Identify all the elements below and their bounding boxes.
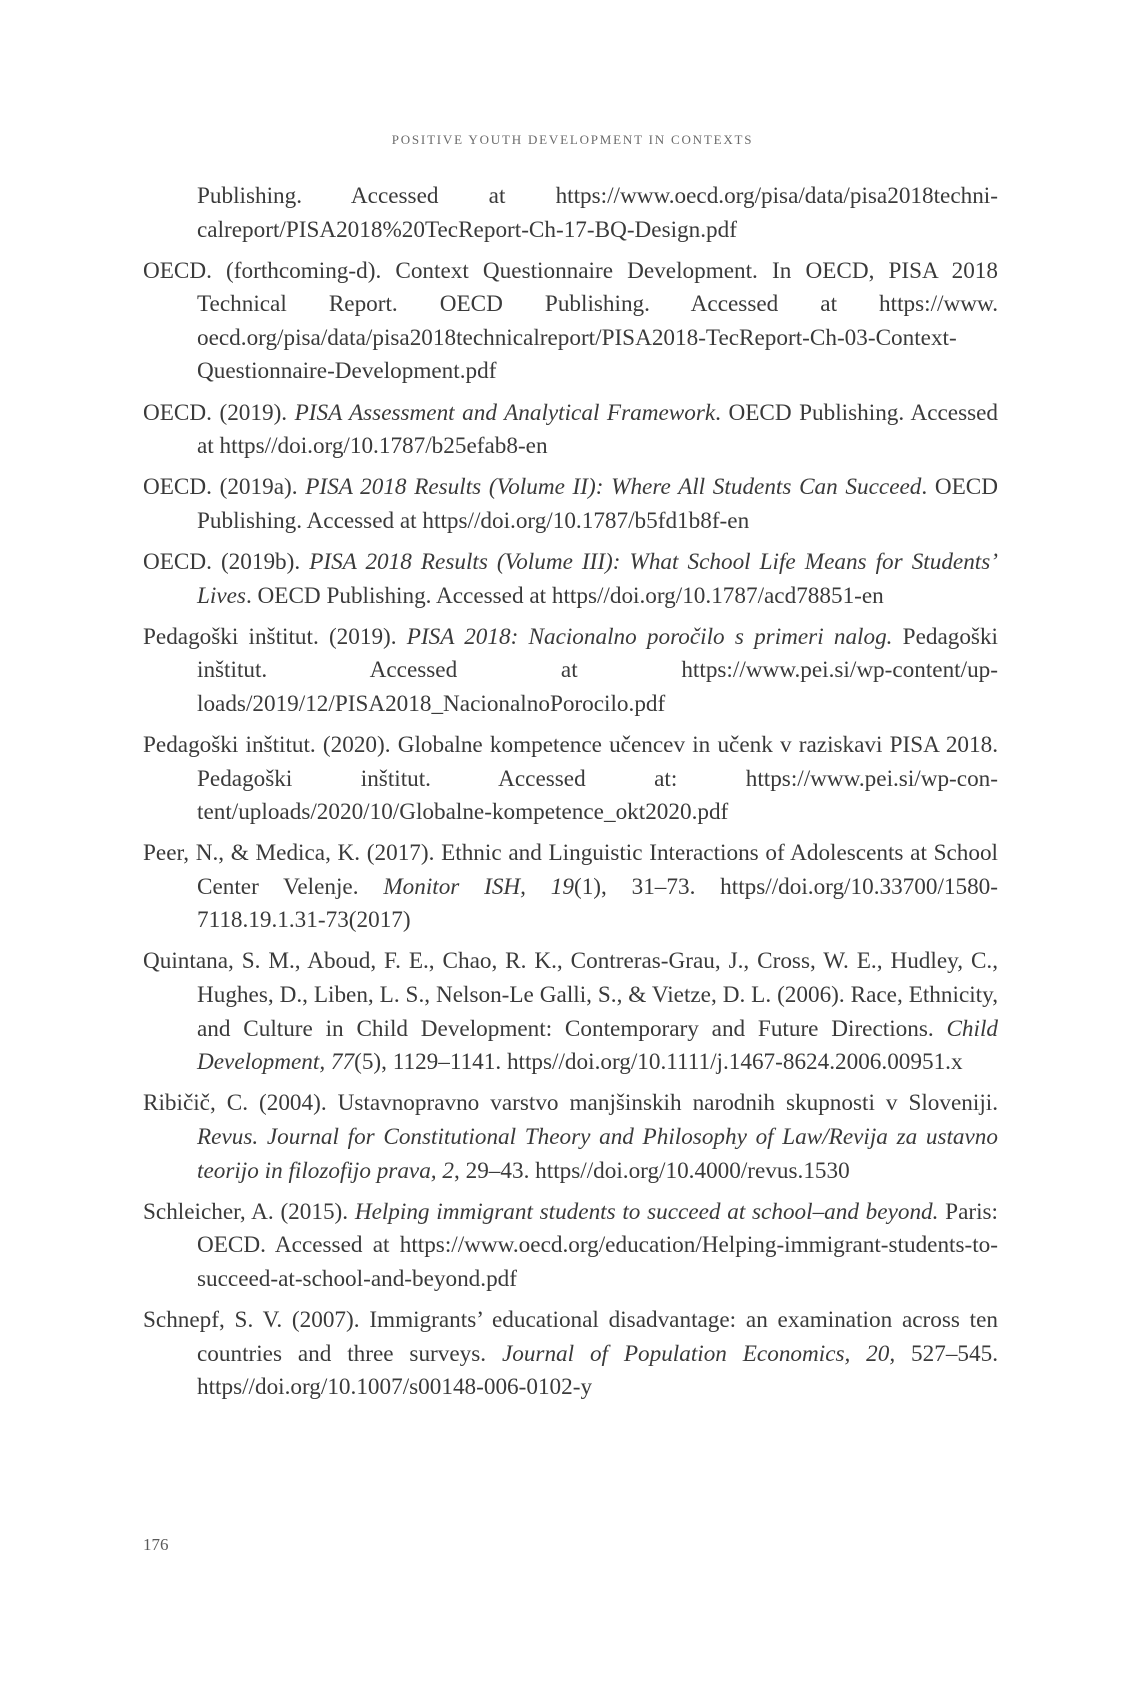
reference-title: Revus. Journal for Constitutional Theory and Philosophy of Law/Revija za ustavno teorijo in filozofijo prava, 2 (197, 1123, 998, 1184)
reference-entry (143, 255, 998, 389)
reference-entry (143, 1304, 998, 1405)
reference-text: . OECD Publishing. Accessed at https//doi.org/10.1787/b5fd1b8f-en (197, 474, 998, 534)
reference-entry (143, 1196, 998, 1297)
reference-entry (143, 621, 998, 722)
page-number: 176 (143, 1535, 169, 1554)
reference-text: Pedagoški inštitut. (2020). Globalne kompetence učencev in učenk v raziskavi PISA 2018. Pedagoški inštitut. Accessed at: https://www.pei.si/wp-content/uploads/2020/10/Globalne-kompetence_okt2020.pdf (143, 731, 998, 826)
reference-list (143, 180, 998, 1412)
reference-title: PISA 2018 Results (Volume II): Where All Students Can Succeed (305, 474, 922, 501)
reference-entry (143, 1087, 998, 1188)
reference-text: OECD. (2019). (143, 399, 295, 426)
reference-text: Pedagoški inštitut. Accessed at https://www.pei.si/wp-content/uploads/2019/12/PISA2018_NacionalnoPorocilo.pdf (197, 623, 998, 717)
reference-text: 527–545. https//doi.org/10.1007/s00148-006-0102-y (197, 1340, 998, 1401)
reference-title: Journal of Population Economics, 20, (501, 1340, 896, 1367)
reference-text: Publishing. Accessed at https://www.oecd.org/pisa/data/pisa2018technicalreport/PISA2018%20TecReport-Ch-17-BQ-Design.pdf (197, 183, 998, 243)
reference-title: PISA 2018: Nacionalno poročilo s primeri nalog. (406, 623, 893, 650)
reference-title: Child Development, 77 (197, 1015, 998, 1076)
running-head: POSITIVE YOUTH DEVELOPMENT IN CONTEXTS (391, 132, 754, 147)
reference-text: (1), 31–73. https//doi.​org/10.33700/1580-7118.19.1.31-73(2017) (197, 873, 998, 934)
reference-text: Ribičič, C. (2004). Ustavnopravno varstvo manjšinskih narodnih skupnosti v Sloveniji. (143, 1090, 998, 1117)
reference-title: Helping immigrant students to succeed at school–and beyond. (354, 1198, 939, 1225)
reference-text: Schleicher, A. (2015). (143, 1198, 355, 1225)
reference-text: Quintana, S. M., Aboud, F. E., Chao, R. K., Contreras-Grau, J., Cross, W. E., Hudley, C., Hughes, D., Liben, L. S., Nelson-Le Galli, S., & Vietze, D. L. (2006). Race, Ethnicity, and Culture in Child Development: Contemporary and Future Directions. (143, 948, 998, 1042)
reference-text: Peer, N., & Medica, K. (2017). Ethnic and Linguistic Interactions of Adolescents at School Center Velenje. (143, 840, 998, 900)
reference-entry (143, 546, 998, 613)
reference-text: OECD. (2019b). (143, 548, 310, 575)
reference-title: PISA 2018 Results (Volume III): What School Life Means for Students’ Lives (197, 548, 998, 609)
reference-entry (143, 945, 998, 1079)
reference-text: , 29–43. https//doi.​org/10.4000/revus.1530 (454, 1157, 850, 1184)
reference-entry (143, 397, 998, 464)
reference-entry (143, 729, 998, 830)
reference-title: Monitor ISH, 19 (383, 873, 574, 900)
reference-entry (143, 837, 998, 938)
reference-entry-continued (143, 180, 998, 247)
reference-text: . OECD Publishing. Accessed at https//doi.org/10.1787/b25efab8-en (197, 399, 998, 460)
reference-text: OECD. (forthcoming-d). Context Questionnaire Development. In OECD, PISA 2018 Technical Report. OECD Publishing. Accessed at https://www.​oecd.org/pisa/data/pisa2018technicalreport/PISA2018-TecReport-Ch-03-​Context-Questionnaire-Development.pdf (143, 257, 998, 385)
reference-text: Schnepf, S. V. (2007). Immigrants’ educational disadvantage: an examination across ten countries and three surveys. (143, 1306, 998, 1367)
reference-text: . OECD Publishing. Accessed at https//doi.org/10.1787/​acd78851-en (245, 582, 884, 609)
reference-entry (143, 471, 998, 538)
reference-text: Paris: OECD. Accessed at https://www.oecd.org/education/​Helping-immigrant-students-to-succeed-at-school-and-beyond.pdf (197, 1198, 998, 1292)
reference-text: Pedagoški inštitut. (2019). (143, 623, 407, 650)
reference-text: (5), 1129–1141. https//doi.​org/10.1111/j.1467-8624.2006.00951.x (354, 1049, 963, 1076)
reference-title: PISA Assessment and Analytical Framework (294, 399, 716, 426)
reference-text: OECD. (2019a). (143, 474, 306, 501)
